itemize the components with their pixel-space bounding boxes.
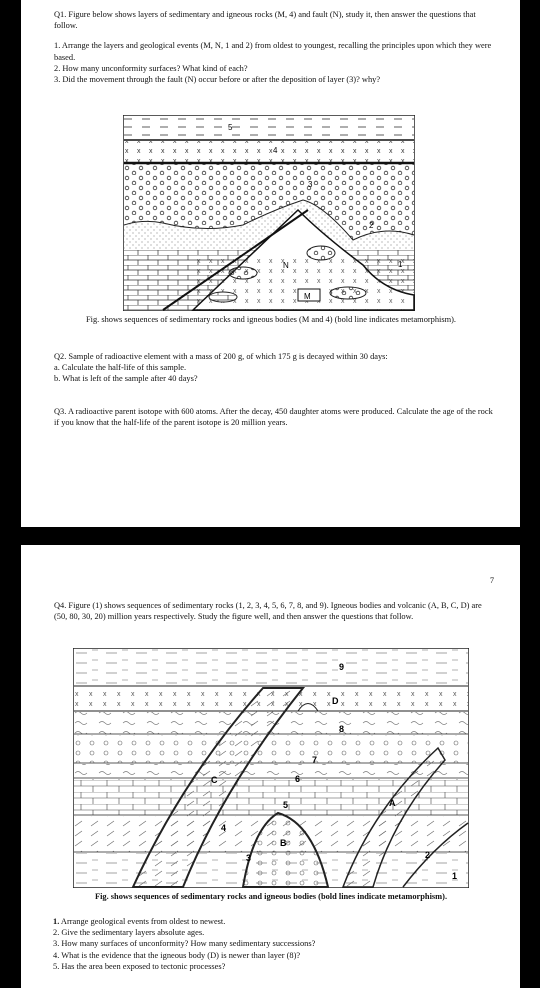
fig1-label-4: 4 bbox=[273, 146, 278, 155]
q2-section bbox=[54, 351, 494, 385]
figure-1-caption: Fig. shows sequences of sedimentary rocks and igneous bodies (M and 4) (bold line indicates metamorphism). bbox=[85, 315, 457, 324]
q4-section bbox=[54, 600, 494, 622]
fig1-label-n: N bbox=[283, 261, 289, 270]
q2-line: b. What is left of the sample after 40 days? bbox=[54, 374, 198, 384]
q2-line: a. Calculate the half-life of this sample. bbox=[54, 363, 187, 373]
q1-item: 1. Arrange the layers and geological events (M, N, 1 and 2) from oldest to youngest, recalling the principles upon which they were based. bbox=[54, 41, 492, 62]
fig2-label-4: 4 bbox=[221, 823, 227, 833]
q3-section bbox=[54, 406, 494, 428]
figure-1 bbox=[123, 115, 415, 311]
q2-line: Q2. Sample of radioactive element with a mass of 200 g, of which 175 g is decayed within 30 days: bbox=[54, 352, 388, 361]
fig2-label-7: 7 bbox=[312, 755, 318, 765]
q4-items bbox=[53, 916, 493, 972]
fig2-label-9: 9 bbox=[339, 662, 345, 672]
fig2-label-c: C bbox=[211, 775, 218, 785]
fig1-label-2: 2 bbox=[369, 221, 374, 230]
q4-item: 3. How many surfaces of unconformity? How many sedimentary successions? bbox=[53, 939, 316, 949]
page-2 bbox=[21, 545, 520, 988]
q1-item: 2. How many unconformity surfaces? What kind of each? bbox=[54, 63, 248, 73]
q4-item: 1. Arrange geological events from oldest to newest. bbox=[53, 917, 226, 926]
figure-1-drawing bbox=[123, 115, 415, 311]
figure-2-caption: Fig. shows sequences of sedimentary rocks and igneous bodies (bold lines indicate metamorphism). bbox=[94, 892, 448, 901]
fig1-label-1: 1 bbox=[398, 260, 403, 269]
fig2-label-b: B bbox=[280, 838, 287, 848]
fig2-label-a: A bbox=[389, 798, 396, 808]
page-1 bbox=[21, 0, 520, 527]
q4-item: 5. Has the area been exposed to tectonic processes? bbox=[53, 961, 226, 971]
q4-intro: Q4. Figure (1) shows sequences of sedimentary rocks (1, 2, 3, 4, 5, 6, 7, 8, and 9). Igneous bodies and volcanic (A, B, C, D) are (50, 80, 30, 20) million years respectively. Study the figure well, and then answer the questions that follow. bbox=[54, 601, 482, 622]
fig2-label-2: 2 bbox=[425, 850, 431, 860]
fig1-label-m: M bbox=[304, 292, 311, 301]
fig2-label-1: 1 bbox=[452, 871, 458, 881]
fig2-label-3: 3 bbox=[246, 853, 252, 863]
q3-text: Q3. A radioactive parent isotope with 600 atoms. After the decay, 450 daughter atoms were produced. Calculate the age of the rock if you know that the half-life of the parent isotope is 20 million years. bbox=[54, 407, 493, 428]
page-number: 7 bbox=[489, 576, 494, 585]
q4-item: 4. What is the evidence that the igneous body (D) is newer than layer (8)? bbox=[53, 950, 301, 960]
figure-2-drawing bbox=[73, 648, 469, 888]
fig2-label-6: 6 bbox=[295, 774, 301, 784]
fig1-label-3: 3 bbox=[308, 180, 313, 189]
q1-item: 3. Did the movement through the fault (N) occur before or after the deposition of layer (3)? why? bbox=[54, 75, 381, 85]
fig1-label-5: 5 bbox=[228, 123, 233, 132]
q1-intro: Q1. Figure below shows layers of sedimentary and igneous rocks (M, 4) and fault (N), study it, then answer the questions that follow. bbox=[54, 10, 476, 31]
figure-2 bbox=[73, 648, 469, 888]
fig2-label-5: 5 bbox=[283, 800, 289, 810]
q4-item: 2. Give the sedimentary layers absolute ages. bbox=[53, 928, 205, 938]
fig2-label-d: D bbox=[332, 696, 339, 706]
q1-section bbox=[54, 9, 494, 85]
fig2-label-8: 8 bbox=[339, 724, 345, 734]
